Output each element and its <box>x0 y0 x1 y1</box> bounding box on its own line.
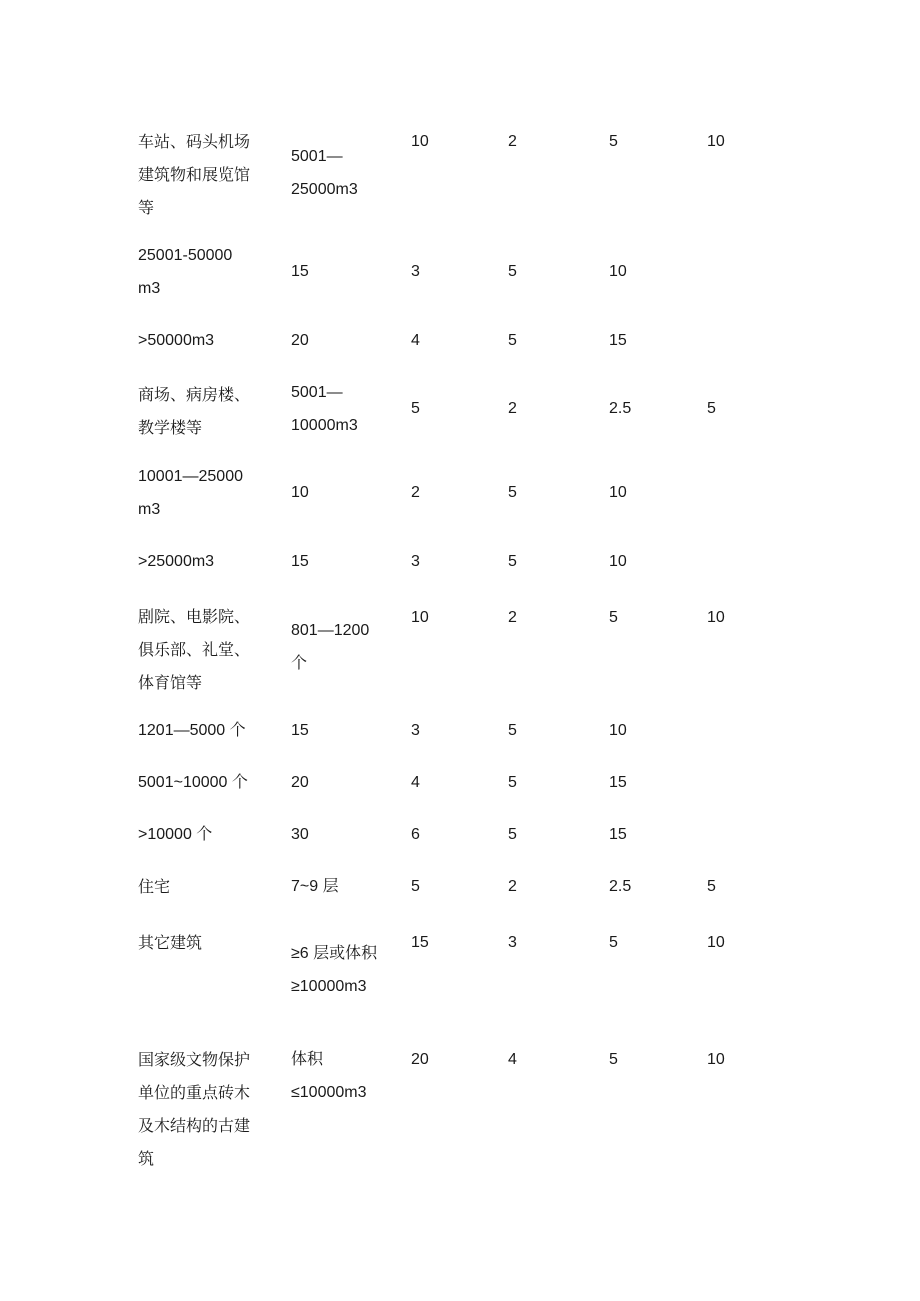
table-cell: 5 <box>609 1051 618 1068</box>
table-cell: 4 <box>411 332 420 349</box>
table-cell: 5 <box>609 609 618 626</box>
table-cell: 15 <box>609 774 627 791</box>
table-cell: 5 <box>508 263 517 280</box>
table-cell: 5 <box>508 722 517 739</box>
table-cell: 2 <box>411 484 420 501</box>
table-cell: 10 <box>707 133 725 150</box>
table-row-category: 商场、病房楼、 教学楼等 <box>138 385 251 437</box>
table-cell: 5001~10000 个 <box>138 774 248 791</box>
table-cell: 5 <box>707 400 716 417</box>
table-cell: 10 <box>291 484 309 501</box>
table-cell: 6 <box>411 826 420 843</box>
table-cell: 5 <box>609 934 618 951</box>
table-cell: 10 <box>609 722 627 739</box>
table-cell: 2 <box>508 400 517 417</box>
table-cell: 15 <box>291 722 309 739</box>
table-cell: 10 <box>609 553 627 570</box>
table-row-category: 剧院、电影院、 俱乐部、礼堂、 体育馆等 <box>138 607 251 692</box>
table-cell: 15 <box>411 934 429 951</box>
table-cell: 5 <box>508 332 517 349</box>
table-row-category: 国家级文物保护 单位的重点砖木 及木结构的古建 筑 <box>138 1050 251 1168</box>
table-row-category: 25001-50000 m3 <box>138 247 233 297</box>
table-cell: 5 <box>508 826 517 843</box>
table-cell: 10 <box>707 1051 725 1068</box>
table-cell: 20 <box>291 774 309 791</box>
table-cell: 5 <box>411 400 420 417</box>
table-row-scale: 体积 ≤10000m3 <box>291 1051 367 1101</box>
table-row-category: 10001—25000 m3 <box>138 468 243 518</box>
table-cell: 5 <box>411 878 420 895</box>
table-cell: 15 <box>609 332 627 349</box>
table-cell: 3 <box>508 934 517 951</box>
table-cell: >50000m3 <box>138 332 215 349</box>
table-cell: 15 <box>609 826 627 843</box>
table-cell: 10 <box>411 609 429 626</box>
table-cell: 15 <box>291 263 309 280</box>
table-cell: 2 <box>508 878 517 895</box>
table-row-scale: ≥6 层或体积 ≥10000m3 <box>291 945 378 995</box>
table-cell: 20 <box>291 332 309 349</box>
table-cell: 2 <box>508 133 517 150</box>
table-cell: 2.5 <box>609 878 632 895</box>
table-cell: 4 <box>411 774 420 791</box>
table-cell: 5 <box>508 553 517 570</box>
table-cell: 2.5 <box>609 400 632 417</box>
table-cell: 20 <box>411 1051 429 1068</box>
table-cell: 5 <box>508 484 517 501</box>
table-cell: 5 <box>508 774 517 791</box>
table-cell: 3 <box>411 263 420 280</box>
table-cell: 住宅 <box>138 877 171 896</box>
table-cell: >10000 个 <box>138 826 213 843</box>
table-cell: 1201—5000 个 <box>138 722 246 739</box>
table-cell: 10 <box>609 484 627 501</box>
table-cell: 3 <box>411 722 420 739</box>
table-cell: 5 <box>609 133 618 150</box>
table-cell: 7~9 层 <box>291 878 339 895</box>
table-cell: 10 <box>707 609 725 626</box>
table-row-scale: 5001— 25000m3 <box>291 148 358 198</box>
table-cell: 5 <box>707 878 716 895</box>
table-row-scale: 801—1200 个 <box>291 622 370 672</box>
table-cell: 4 <box>508 1051 517 1068</box>
table-cell: 15 <box>291 553 309 570</box>
table-cell: 30 <box>291 826 309 843</box>
table-row-scale: 5001— 10000m3 <box>291 384 358 434</box>
table-cell: >25000m3 <box>138 553 215 570</box>
table-cell: 其它建筑 <box>138 933 203 952</box>
table-cell: 10 <box>707 934 725 951</box>
table-cell: 10 <box>609 263 627 280</box>
table-row-category: 车站、码头机场 建筑物和展览馆 等 <box>138 132 251 217</box>
table-cell: 10 <box>411 133 429 150</box>
table-cell: 2 <box>508 609 517 626</box>
table-cell: 3 <box>411 553 420 570</box>
